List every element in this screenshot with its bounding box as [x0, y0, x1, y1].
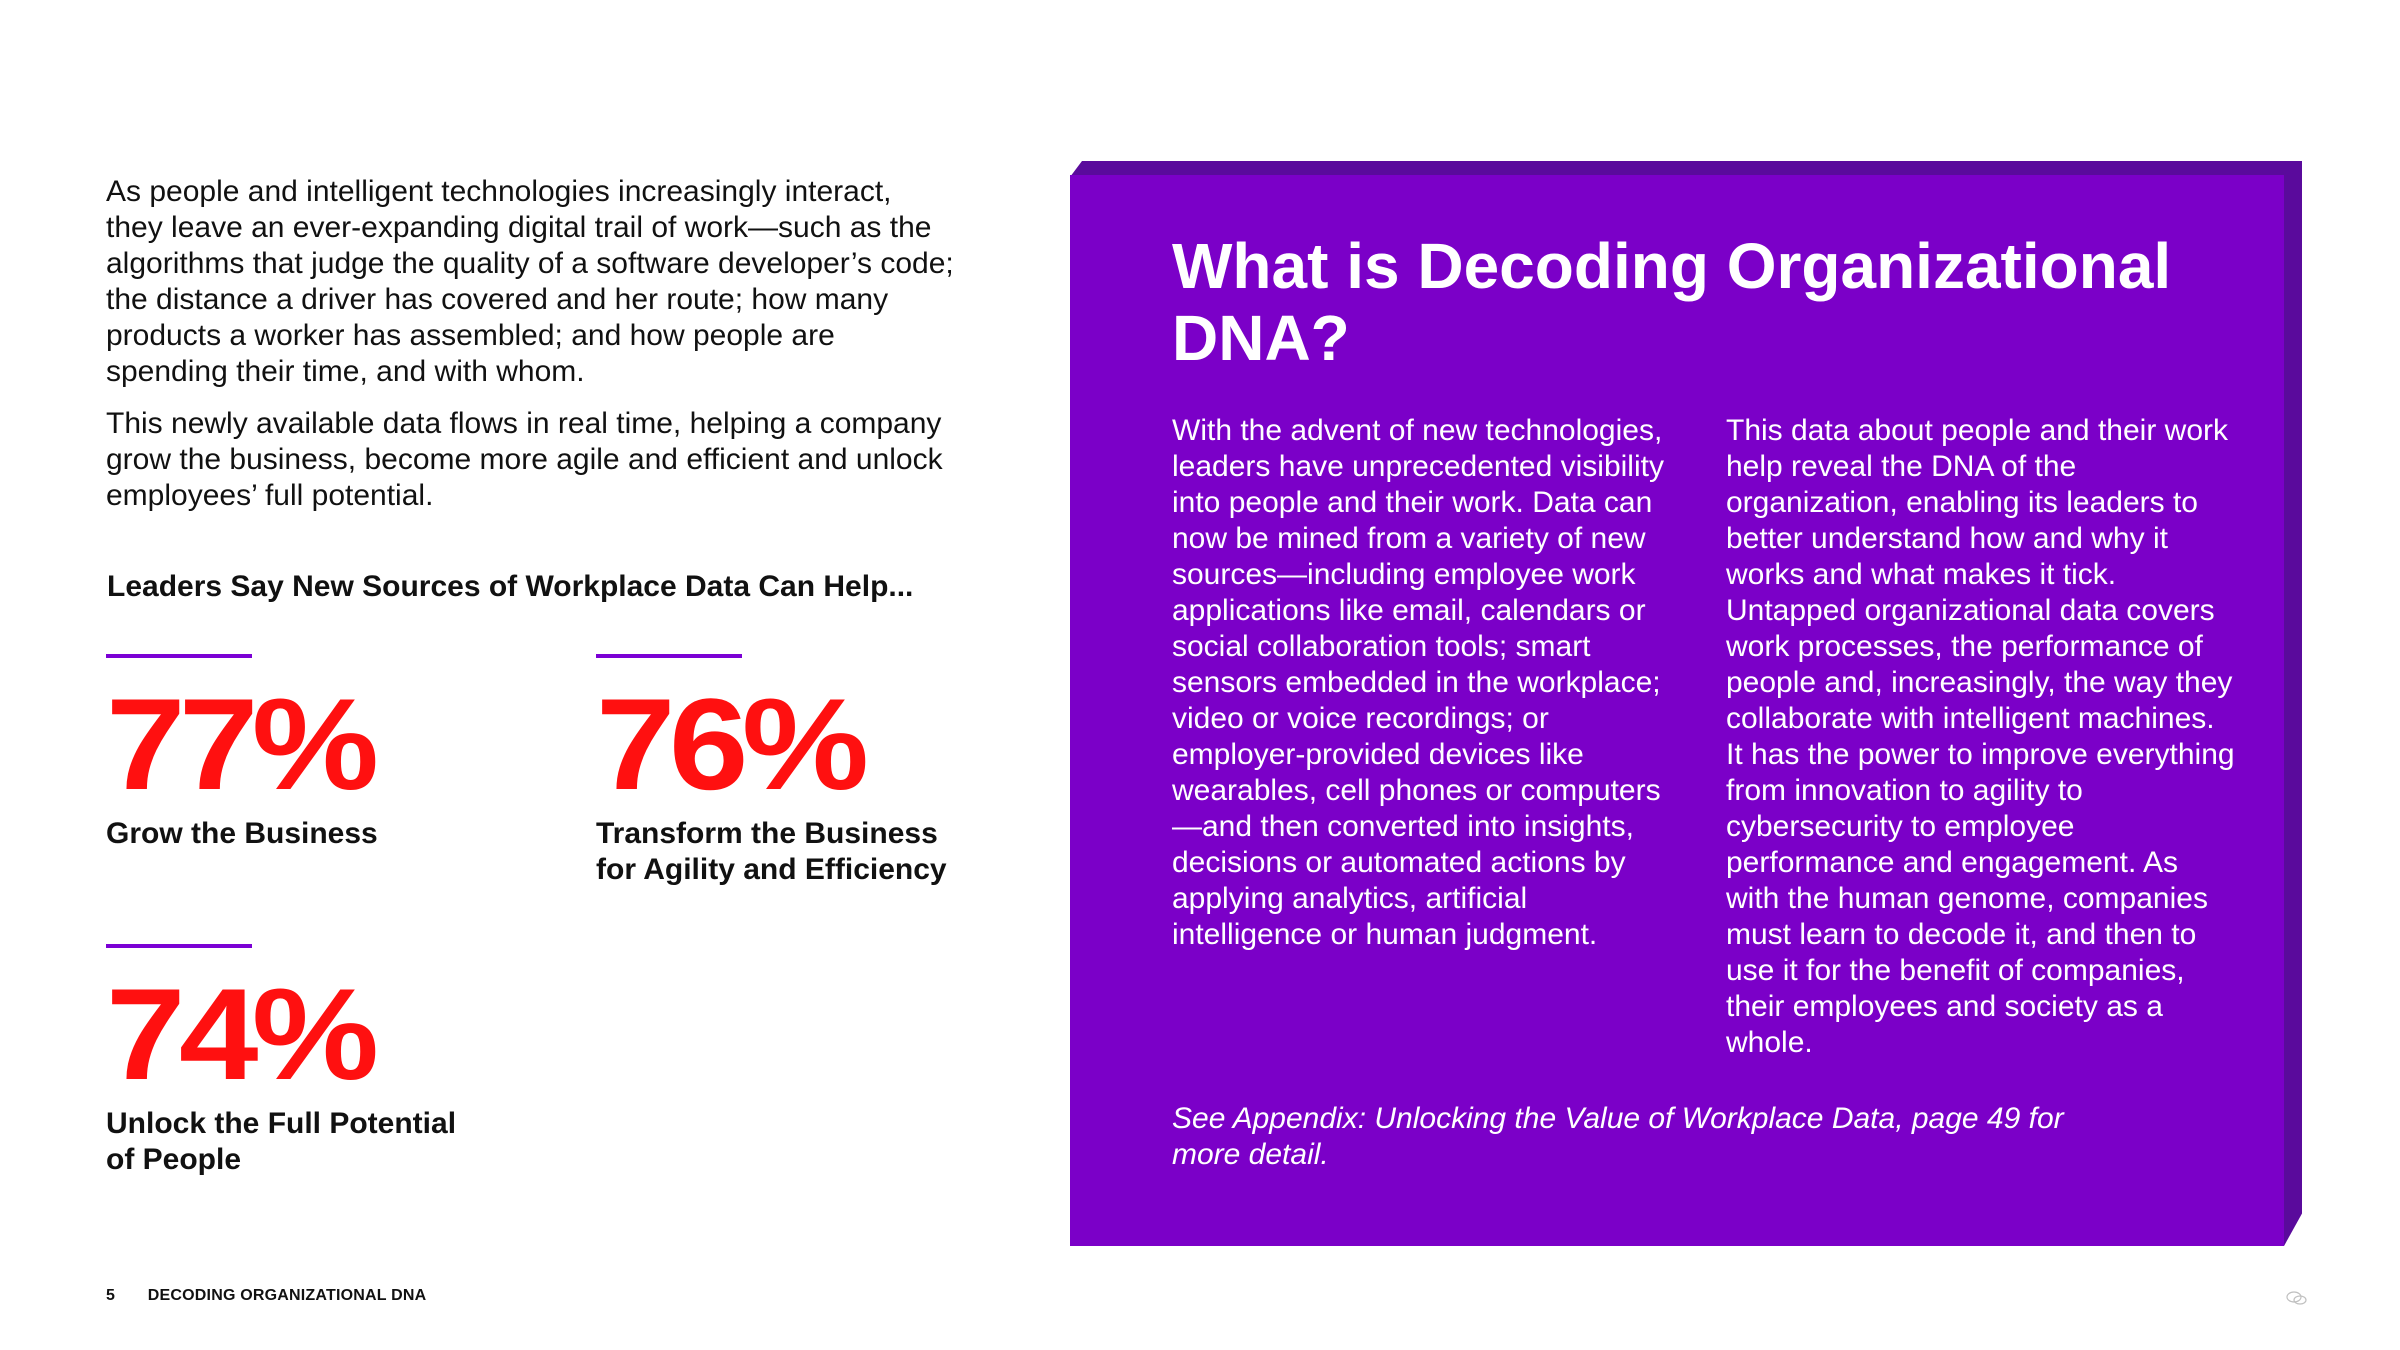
panel-column-1: With the advent of new technologies, leaders have unprecedented visibility into people and their work. Data can now be mined from a variety of new sources—including employee work applications like email, calendars or social collaboration tools; smart sensors embedded in the workplace; video or voice recordings; or employer-provided devices like wearables, cell phones or computers—and then converted into insights, decisions or automated actions by applying analytics, artificial intelligence or human judgment. [1172, 414, 1664, 951]
panel-column-2: This data about people and their work help reveal the DNA of the organization, enabling its leaders to better understand how and why it works and what makes it tick. Untapped organizational data covers work processes, the performance of people and, increasingly, the way they collaborate with intelligent machines. It has the power to improve everything from innovation to agility to cybersecurity to employee performance and engagement. As with the human genome, companies must learn to decode it, and then to use it for the benefit of companies, their employees and society as a whole. [1726, 414, 2235, 1059]
intro-paragraph-1: As people and intelligent technologies increasingly interact, they leave an ever-expanding digital trail of work—such as the algorithms that judge the quality of a software developer’s code; the distance a driver has covered and her route; how many products a worker has assembled; and how people are spending their time, and with whom. [106, 175, 954, 388]
appendix-note: See Appendix: Unlocking the Value of Workplace Data, page 49 for more detail. [1172, 1102, 2064, 1171]
stat-label: Unlock the Full Potential of People [106, 1107, 457, 1176]
stat-grow-business [106, 654, 586, 852]
stats-heading: Leaders Say New Sources of Workplace Data Can Help... [107, 570, 914, 603]
intro-text [106, 174, 956, 530]
document-title: DECODING ORGANIZATIONAL DNA [147, 1287, 427, 1304]
stat-divider [106, 944, 252, 948]
stat-divider [106, 654, 252, 658]
stat-label: Grow the Business [106, 817, 378, 850]
page-footer [106, 1287, 426, 1305]
panel-title: What is Decoding Organizational DNA? [1172, 230, 2172, 374]
wechat-icon [2286, 1291, 2308, 1305]
stat-value: 76% [596, 671, 863, 817]
intro-paragraph-2: This newly available data flows in real time, helping a company grow the business, become more agile and efficient and unlock employees’ full potential. [106, 407, 943, 512]
stat-unlock-potential [106, 944, 586, 1178]
stat-value: 77% [106, 671, 373, 817]
info-panel [1070, 175, 2284, 1246]
page-number: 5 [106, 1287, 116, 1304]
watermark [2286, 1290, 2386, 1305]
stat-label: Transform the Business for Agility and Efficiency [596, 817, 947, 886]
stat-value: 74% [106, 961, 373, 1107]
stat-transform-business [596, 654, 1076, 888]
stat-divider [596, 654, 742, 658]
panel-bevel-right [2284, 161, 2302, 1246]
